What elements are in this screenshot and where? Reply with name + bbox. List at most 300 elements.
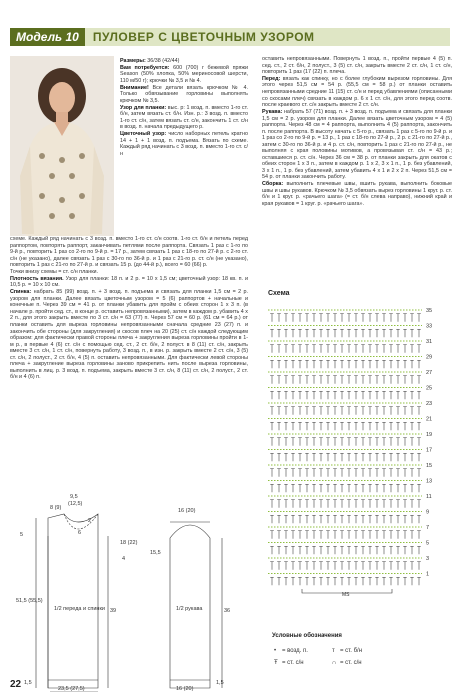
chart-stitch: [298, 469, 302, 477]
chart-stitch: [403, 469, 407, 477]
chart-stitch: [403, 484, 407, 492]
chart-stitch: [354, 407, 358, 415]
paragraph: Сборка: выполнить плечевые швы, вшить рукава, выполнить боковые швы и швы рукавов. Крючком № 3,5 обвязать вырез горловины 1 круг. р. ст. б/н и 1 круг. р. «рачьего шага» (= ст. б/н слева направо), нижний край и края рукавов = 1 круг. р. «рачьего шага».: [262, 181, 452, 207]
chart-stitch: [298, 438, 302, 446]
intro-text-column: [120, 58, 248, 236]
chart-stitch: [326, 329, 330, 337]
chart-stitch: [298, 376, 302, 384]
chart-stitch: [389, 531, 393, 539]
chart-row-number: 1: [426, 571, 430, 578]
chart-stitch: [340, 515, 344, 523]
chart-stitch: [305, 562, 309, 570]
chart-row-number: 33: [426, 323, 433, 330]
chart-stitch: [340, 407, 344, 415]
chart-stitch: [284, 453, 288, 461]
chart-stitch: [284, 484, 288, 492]
chart-stitch: [340, 546, 344, 554]
chart-stitch: [368, 469, 372, 477]
chart-stitch: [368, 546, 372, 554]
chart-stitch: [403, 360, 407, 368]
chart-stitch: [277, 376, 281, 384]
chart-stitch: [319, 531, 323, 539]
chart-stitch: [319, 515, 323, 523]
chart-stitch: [361, 422, 365, 430]
chart-stitch: [382, 577, 386, 585]
chart-stitch: [410, 577, 414, 585]
chart-stitch: [298, 407, 302, 415]
chart-stitch: [389, 345, 393, 353]
dim-label: 36: [224, 608, 231, 614]
chart-row-number: 35: [426, 308, 433, 314]
chart-row-number: 7: [426, 525, 430, 531]
chart-stitch: [277, 407, 281, 415]
chart-stitch: [382, 391, 386, 399]
chart-stitch: [277, 314, 281, 322]
chart-stitch: [410, 391, 414, 399]
chart-stitch: [291, 484, 295, 492]
dim-label: 18 (22): [120, 540, 138, 546]
chart-stitch: [319, 407, 323, 415]
chart-stitch: [396, 422, 400, 430]
chart-stitch: [298, 329, 302, 337]
chart-stitch: [326, 531, 330, 539]
chart-stitch: [298, 484, 302, 492]
chart-stitch: [417, 345, 421, 353]
chart-stitch: [298, 391, 302, 399]
chart-stitch: [340, 438, 344, 446]
chart-row-number: 13: [426, 478, 433, 485]
chart-stitch: [284, 314, 288, 322]
chart-stitch: [410, 515, 414, 523]
dim-label: 9,5: [70, 494, 78, 500]
dim-label: 23,5 (27,5): [58, 686, 85, 692]
chart-stitch: [340, 453, 344, 461]
chart-stitch: [340, 531, 344, 539]
legend-text: = ст. б/н: [340, 648, 363, 654]
chart-stitch: [326, 515, 330, 523]
chart-stitch: [354, 515, 358, 523]
dim-label: 39: [110, 608, 117, 614]
chart-stitch: [389, 376, 393, 384]
chart-stitch: [375, 469, 379, 477]
chart-stitch: [354, 391, 358, 399]
chart-stitch: [368, 438, 372, 446]
chart-stitch: [291, 360, 295, 368]
chart-stitch: [382, 345, 386, 353]
chart-stitch: [361, 345, 365, 353]
chart-stitch: [389, 500, 393, 508]
page-header: [10, 28, 450, 46]
chart-stitch: [389, 329, 393, 337]
dim-label: 16 (20): [176, 686, 194, 692]
chart-stitch: [319, 562, 323, 570]
chart-stitch: [403, 515, 407, 523]
chart-stitch: [270, 376, 274, 384]
chart-stitch: [375, 500, 379, 508]
chart-stitch: [284, 500, 288, 508]
chart-stitch: [326, 469, 330, 477]
chart-stitch: [333, 562, 337, 570]
chart-row-number: 29: [426, 354, 433, 361]
chart-stitch: [305, 500, 309, 508]
chart-stitch: [368, 577, 372, 585]
chart-row-number: 25: [426, 385, 433, 392]
chart-stitch: [277, 515, 281, 523]
chart-stitch: [270, 562, 274, 570]
chart-stitch: [340, 469, 344, 477]
chart-stitch: [368, 562, 372, 570]
chart-stitch: [270, 314, 274, 322]
chart-stitch: [333, 360, 337, 368]
chart-stitch: [305, 515, 309, 523]
front-sleeve-text-column: [262, 56, 452, 266]
chart-stitch: [270, 515, 274, 523]
chart-stitch: [305, 531, 309, 539]
chart-stitch: [354, 500, 358, 508]
chart-stitch: [417, 453, 421, 461]
chart-stitch: [305, 376, 309, 384]
chart-stitch: [396, 546, 400, 554]
chart-stitch: [403, 577, 407, 585]
chart-stitch: [319, 329, 323, 337]
garment-schematic: [10, 492, 250, 692]
chart-stitch: [326, 407, 330, 415]
legend: [262, 642, 452, 672]
chart-stitch: [270, 577, 274, 585]
chart-stitch: [291, 546, 295, 554]
chart-stitch: [403, 422, 407, 430]
chart-stitch: [354, 484, 358, 492]
chart-stitch: [354, 314, 358, 322]
chart-stitch: [375, 484, 379, 492]
chart-stitch: [291, 345, 295, 353]
chart-stitch: [389, 360, 393, 368]
chart-stitch: [277, 546, 281, 554]
chart-stitch: [277, 422, 281, 430]
chart-stitch: [389, 453, 393, 461]
chart-stitch: [319, 314, 323, 322]
chart-stitch: [312, 515, 316, 523]
chart-stitch: [319, 438, 323, 446]
chart-stitch: [417, 422, 421, 430]
chart-stitch: [298, 577, 302, 585]
legend-graphic: [262, 642, 452, 672]
chart-stitch: [277, 562, 281, 570]
chart-row-number: 15: [426, 463, 433, 469]
chart-stitch: [403, 329, 407, 337]
chart-stitch: [382, 453, 386, 461]
chart-stitch: [347, 469, 351, 477]
chart-stitch: [340, 562, 344, 570]
chart-stitch: [354, 360, 358, 368]
chart-stitch: [403, 345, 407, 353]
chart-stitch: [347, 531, 351, 539]
chart-stitch: [410, 329, 414, 337]
chart-stitch: [403, 391, 407, 399]
chart-stitch: [375, 546, 379, 554]
chart-stitch: [354, 422, 358, 430]
chart-stitch: [375, 391, 379, 399]
chart-stitch: [284, 546, 288, 554]
chart-stitch: [270, 329, 274, 337]
chart-stitch: [277, 484, 281, 492]
model-photo: [10, 56, 114, 236]
chart-stitch: [298, 546, 302, 554]
chart-stitch: [382, 438, 386, 446]
chart-stitch: [340, 314, 344, 322]
legend-symbol: •: [274, 648, 277, 654]
legend-text: = ст. с/н: [282, 660, 304, 666]
chart-stitch: [347, 314, 351, 322]
chart-stitch: [389, 407, 393, 415]
chart-stitch: [382, 469, 386, 477]
chart-stitch: [347, 500, 351, 508]
chart-stitch: [333, 407, 337, 415]
dim-label: 1,5: [216, 680, 224, 686]
chart-stitch: [368, 360, 372, 368]
chart-stitch: [319, 469, 323, 477]
chart-stitch: [403, 500, 407, 508]
chart-stitch: [284, 515, 288, 523]
chart-stitch: [361, 360, 365, 368]
chart-stitch: [319, 500, 323, 508]
chart-stitch: [403, 546, 407, 554]
paragraph: Узор для планки: выс. р: 1 возд. п. вместо 1-го ст. б/н, затем вязать ст. б/н. Изн. р.: 3 возд. п. вместо 1-го ст. с/н, затем вязать ст. с/н, закончить 1 ст. с/н в возд. п. начала предыдущего р.: [120, 104, 248, 131]
chart-stitch: [277, 329, 281, 337]
chart-stitch: [389, 546, 393, 554]
chart-stitch: [375, 453, 379, 461]
chart-stitch: [354, 562, 358, 570]
chart-stitch: [368, 422, 372, 430]
chart-row-number: 9: [426, 509, 430, 516]
chart-stitch: [368, 531, 372, 539]
chart-stitch: [305, 546, 309, 554]
chart-stitch: [284, 438, 288, 446]
legend-text: = ст. с/н: [340, 660, 362, 666]
chart-stitch: [361, 577, 365, 585]
chart-stitch: [312, 314, 316, 322]
chart-stitch: [368, 345, 372, 353]
page-number: 22: [10, 679, 22, 690]
chart-stitch: [403, 562, 407, 570]
dim-label: 16 (20): [178, 508, 196, 514]
chart-stitch: [410, 407, 414, 415]
chart-stitch: [361, 531, 365, 539]
chart-stitch: [277, 531, 281, 539]
chart-stitch: [326, 562, 330, 570]
chart-row-number: 17: [426, 447, 433, 454]
chart-stitch: [340, 500, 344, 508]
chart-stitch: [417, 469, 421, 477]
chart-stitch: [340, 391, 344, 399]
chart-stitch: [326, 422, 330, 430]
chart-stitch: [326, 391, 330, 399]
chart-stitch: [312, 329, 316, 337]
chart-row-number: 5: [426, 540, 430, 547]
chart-stitch: [333, 469, 337, 477]
chart-stitch: [361, 376, 365, 384]
chart-stitch: [298, 531, 302, 539]
chart-stitch: [354, 469, 358, 477]
chart-stitch: [291, 515, 295, 523]
chart-stitch: [333, 546, 337, 554]
chart-stitch: [312, 453, 316, 461]
chart-stitch: [403, 531, 407, 539]
chart-stitch: [312, 469, 316, 477]
chart-stitch: [354, 531, 358, 539]
chart-stitch: [312, 484, 316, 492]
chart-stitch: [361, 546, 365, 554]
chart-stitch: [298, 345, 302, 353]
chart-stitch: [382, 360, 386, 368]
chart-stitch: [270, 438, 274, 446]
chart-stitch: [347, 546, 351, 554]
chart-stitch: [277, 360, 281, 368]
chart-stitch: [270, 345, 274, 353]
chart-stitch: [382, 531, 386, 539]
chart-stitch: [270, 407, 274, 415]
chart-stitch: [403, 438, 407, 446]
chart-stitch: [333, 314, 337, 322]
chart-stitch: [410, 422, 414, 430]
chart-row-number: 31: [426, 339, 433, 345]
chart-stitch: [410, 562, 414, 570]
chart-stitch: [396, 531, 400, 539]
chart-stitch: [270, 391, 274, 399]
chart-stitch: [368, 500, 372, 508]
chart-stitch: [305, 345, 309, 353]
chart-stitch: [347, 484, 351, 492]
chart-stitch: [312, 562, 316, 570]
chart-stitch: [361, 438, 365, 446]
chart-stitch: [410, 484, 414, 492]
chart-stitch: [284, 376, 288, 384]
chart-stitch: [291, 407, 295, 415]
chart-stitch: [417, 376, 421, 384]
paragraph: Внимание! Все детали вязать крючком № 4. Только обвязывание горловины выполнять крючком № 3,5.: [120, 84, 248, 104]
chart-stitch: [326, 314, 330, 322]
chart-stitch: [312, 391, 316, 399]
schema-title: Схема: [268, 290, 290, 297]
chart-stitch: [361, 453, 365, 461]
chart-stitch: [319, 345, 323, 353]
chart-stitch: [403, 407, 407, 415]
chart-stitch: [277, 469, 281, 477]
chart-stitch: [396, 500, 400, 508]
chart-stitch: [319, 453, 323, 461]
chart-stitch: [368, 484, 372, 492]
chart-stitch: [375, 376, 379, 384]
chart-stitch: [270, 469, 274, 477]
chart-stitch: [319, 360, 323, 368]
photo-illustration: [10, 56, 114, 236]
chart-stitch: [319, 546, 323, 554]
chart-row-number: 11: [426, 494, 432, 500]
chart-stitch: [347, 515, 351, 523]
chart-stitch: [270, 422, 274, 430]
chart-stitch: [382, 500, 386, 508]
chart-stitch: [326, 546, 330, 554]
sleeve-label: 1/2 рукава: [176, 606, 203, 612]
chart-stitch: [396, 391, 400, 399]
chart-stitch: [333, 376, 337, 384]
rapport-label: МS: [342, 592, 350, 598]
chart-stitch: [284, 407, 288, 415]
chart-stitch: [417, 438, 421, 446]
chart-stitch: [403, 314, 407, 322]
chart-stitch: [375, 329, 379, 337]
chart-stitch: [291, 438, 295, 446]
chart-stitch: [291, 329, 295, 337]
chart-stitch: [410, 438, 414, 446]
dim-label: 4: [122, 556, 126, 562]
chart-stitch: [333, 484, 337, 492]
chart-stitch: [291, 314, 295, 322]
chart-stitch: [284, 562, 288, 570]
chart-stitch: [375, 438, 379, 446]
dim-label: 8 (9): [50, 505, 62, 511]
chart-stitch: [284, 422, 288, 430]
chart-stitch: [319, 391, 323, 399]
chart-stitch: [305, 314, 309, 322]
chart-stitch: [396, 515, 400, 523]
chart-stitch: [340, 345, 344, 353]
chart-stitch: [347, 360, 351, 368]
chart-stitch: [291, 500, 295, 508]
chart-stitch: [284, 345, 288, 353]
chart-stitch: [291, 376, 295, 384]
chart-stitch: [354, 453, 358, 461]
chart-stitch: [389, 469, 393, 477]
chart-stitch: [277, 500, 281, 508]
paragraph: Цветочный узор: число наборных петель кратно 14 + 1 + 1 возд. п. подъема. Вязать по схеме. Каждый ряд начинать с 3 возд. п. вместо 1-го ст. с/н: [120, 131, 248, 157]
chart-stitch: [305, 484, 309, 492]
chart-stitch: [375, 345, 379, 353]
chart-stitch: [361, 515, 365, 523]
chart-stitch: [417, 515, 421, 523]
chart-stitch: [417, 562, 421, 570]
chart-stitch: [403, 453, 407, 461]
chart-stitch: [312, 360, 316, 368]
chart-stitch: [361, 500, 365, 508]
chart-stitch: [396, 314, 400, 322]
chart-stitch: [354, 345, 358, 353]
chart-stitch: [270, 500, 274, 508]
chart-stitch: [382, 484, 386, 492]
chart-stitch: [340, 376, 344, 384]
chart-row-number: 23: [426, 401, 433, 407]
chart-stitch: [389, 515, 393, 523]
chart-stitch: [396, 562, 400, 570]
chart-stitch: [361, 314, 365, 322]
chart-stitch: [347, 391, 351, 399]
chart-stitch: [375, 360, 379, 368]
chart-stitch: [389, 484, 393, 492]
chart-stitch: [396, 469, 400, 477]
chart-stitch: [368, 391, 372, 399]
chart-stitch: [319, 376, 323, 384]
chart-stitch: [270, 453, 274, 461]
chart-stitch: [382, 329, 386, 337]
chart-stitch: [368, 376, 372, 384]
chart-stitch: [270, 360, 274, 368]
paragraph: Перед: вязать как спинку, но с более глубоким вырезом горловины. Для этого через 51,5 см = 54 р. (55,5 см = 58 р.) от планки оставить непровязанными средние 11 (15) ст. с/н и перед убавлениями (описанными со скосами плеч) связать в каждом р. 6 х 1 ст. с/н, для этого перед соотв. после краевого ст. с/н закрыть вместе 2 ст. с/н.: [262, 75, 452, 109]
chart-stitch: [354, 376, 358, 384]
chart-stitch: [361, 329, 365, 337]
chart-stitch: [417, 391, 421, 399]
instructions-text-column: [10, 236, 248, 501]
chart-stitch: [333, 422, 337, 430]
